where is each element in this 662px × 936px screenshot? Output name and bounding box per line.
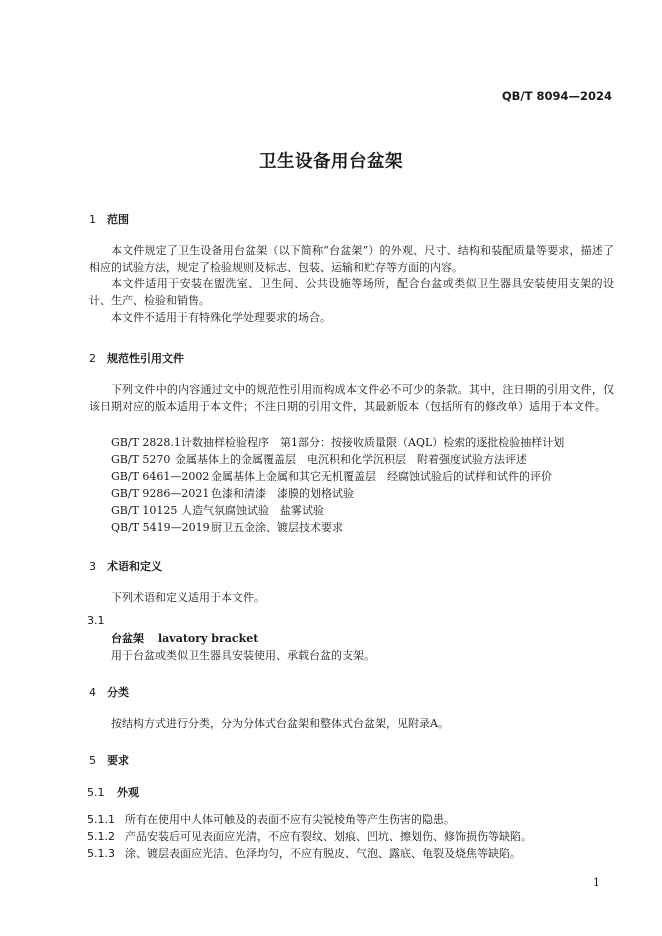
- clause-item: [87, 845, 521, 861]
- term-number: 3.1: [87, 614, 105, 627]
- clause-number: 5.1.1: [87, 813, 115, 826]
- subsection-number: 5.1: [87, 786, 105, 799]
- section-title: 范围: [107, 213, 129, 226]
- section-4-heading: [89, 684, 129, 700]
- reference-item: [111, 434, 564, 450]
- reference-code: GB/T 9286—2021: [111, 487, 210, 500]
- clause-text: 所有在使用中人体可触及的表面不应有尖锐棱角等产生伤害的隐患。: [125, 813, 455, 826]
- section-5-heading: [89, 752, 129, 768]
- section-title: 要求: [107, 754, 129, 767]
- section-number: 4: [89, 686, 96, 699]
- reference-code: GB/T 6461—2002: [111, 470, 210, 483]
- reference-code: QB/T 5419—2019: [111, 521, 210, 534]
- clause-text: 涂、镀层表面应光洁、色泽均匀，不应有脱皮、气泡、露底、龟裂及烧焦等缺陷。: [125, 847, 521, 860]
- reference-item: [111, 451, 527, 467]
- section-2-intro: 下列文件中的内容通过文中的规范性引用而构成本文件必不可少的条款。其中，注日期的引用文件，仅该日期对应的版本适用于本文件；不注日期的引用文件，其最新版本（包括所有的修改单）适用于本文件。: [89, 383, 614, 413]
- reference-code: GB/T 10125: [111, 504, 178, 517]
- term-definition: 用于台盆或类似卫生器具安装使用、承载台盆的支架。: [111, 649, 375, 662]
- section-2-heading: [89, 350, 184, 366]
- reference-item: [111, 519, 343, 535]
- reference-title: 金属基体上金属和其它无机覆盖层 经腐蚀试验后的试样和试件的评价: [211, 470, 552, 483]
- reference-title: 色漆和清漆 漆膜的划格试验: [211, 487, 354, 500]
- reference-code: GB/T 5270: [111, 453, 171, 466]
- section-title: 术语和定义: [107, 560, 162, 573]
- term-name: [111, 630, 258, 646]
- document-title: 卫生设备用台盆架: [259, 152, 403, 172]
- section-1-heading: [89, 211, 129, 227]
- section-number: 2: [89, 352, 96, 365]
- section-4-text: 按结构方式进行分类，分为分体式台盆架和整体式台盆架，见附录A。: [111, 717, 449, 730]
- section-3-heading: [89, 558, 162, 574]
- clause-text: 产品安装后可见表面应光清，不应有裂纹、划痕、凹坑、擦划伤、修饰损伤等缺陷。: [125, 830, 532, 843]
- reference-title: 人造气氛腐蚀试验 盐雾试验: [181, 504, 324, 517]
- standard-code: QB/T 8094—2024: [501, 89, 612, 103]
- section-number: 3: [89, 560, 96, 573]
- page-number: 1: [593, 876, 600, 889]
- reference-item: [111, 468, 552, 484]
- reference-item: [111, 502, 324, 518]
- clause-item: [87, 828, 532, 844]
- term-en: lavatory bracket: [158, 632, 259, 645]
- term-zh: 台盆架: [111, 632, 144, 645]
- section-1-para-3: 本文件不适用于有特殊化学处理要求的场合。: [111, 311, 331, 324]
- section-number: 1: [89, 213, 96, 226]
- reference-title: 金属基体上的金属覆盖层 电沉积和化学沉积层 附着强度试验方法评述: [175, 453, 527, 466]
- section-3-intro: 下列术语和定义适用于本文件。: [111, 591, 265, 604]
- clause-number: 5.1.3: [87, 847, 115, 860]
- subsection-5-1-heading: [87, 784, 139, 800]
- section-1-para-1: 本文件规定了卫生设备用台盆架（以下简称“台盆架”）的外观、尺寸、结构和装配质量等要求，描述了相应的试验方法，规定了检验规则及标志、包装、运输和贮存等方面的内容。: [89, 244, 614, 274]
- subsection-title: 外观: [117, 786, 139, 799]
- section-number: 5: [89, 754, 96, 767]
- reference-title: 计数抽样检验程序 第1部分：按接收质量限（AQL）检索的逐批检验抽样计划: [181, 436, 565, 449]
- clause-item: [87, 811, 455, 827]
- reference-code: GB/T 2828.1: [111, 436, 181, 449]
- section-title: 分类: [107, 686, 129, 699]
- section-title: 规范性引用文件: [107, 352, 184, 365]
- clause-number: 5.1.2: [87, 830, 115, 843]
- section-1-para-2: 本文件适用于安装在盥洗室、卫生间、公共设施等场所，配合台盆或类似卫生器具安装使用支架的设计、生产、检验和销售。: [89, 277, 614, 307]
- reference-title: 厨卫五金涂、镀层技术要求: [211, 521, 343, 534]
- reference-item: [111, 485, 354, 501]
